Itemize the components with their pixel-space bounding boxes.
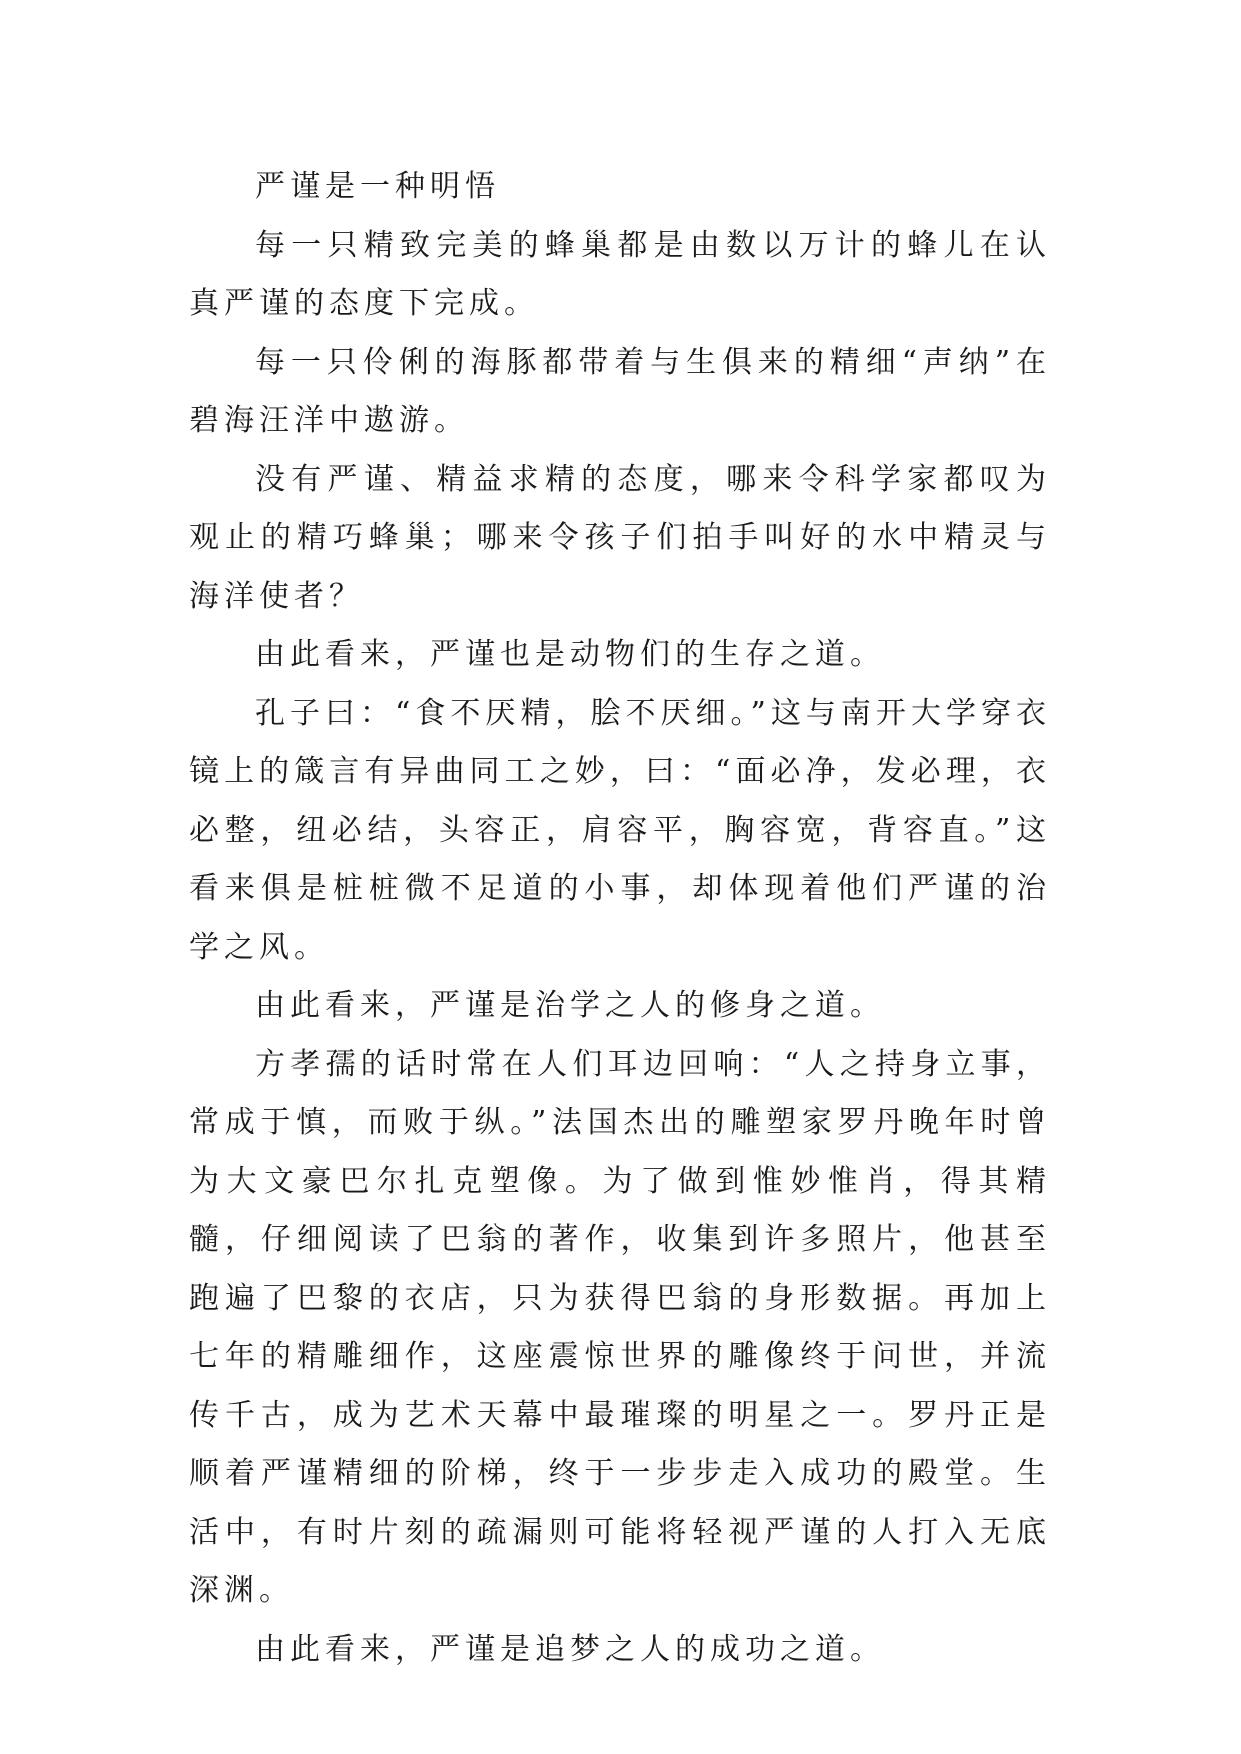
paragraph-rodin: 方孝孺的话时常在人们耳边回响：“人之持身立事，常成于慎，而败于纵。”法国杰出的雕塑家罗丹晚年时曾为大文豪巴尔扎克塑像。为了做到惟妙惟肖，得其精髓，仔细阅读了巴翁的著作，收集到许多照片，他甚至跑遍了巴黎的衣店，只为获得巴翁的身形数据。再加上七年的精雕细作，这座震惊世界的雕像终于问世，并流传千古，成为艺术天幕中最璀璨的明星之一。罗丹正是顺着严谨精细的阶梯，终于一步步走入成功的殿堂。生活中，有时片刻的疏漏则可能将轻视严谨的人打入无底深渊。	[189, 1046, 1051, 1608]
paragraph-dolphin: 每一只伶俐的海豚都带着与生俱来的精细“声纳”在碧海汪洋中遨游。	[189, 344, 1051, 438]
paragraph-scholar-conclusion: 由此看来，严谨是治学之人的修身之道。	[255, 988, 885, 1023]
document-title: 严谨是一种明悟	[255, 169, 500, 204]
paragraph-honeycomb: 每一只精致完美的蜂巢都是由数以万计的蜂儿在认真严谨的态度下完成。	[189, 227, 1051, 321]
document-body	[189, 158, 1051, 1679]
paragraph-without-rigor: 没有严谨、精益求精的态度，哪来令科学家都叹为观止的精巧蜂巢；哪来令孩子们拍手叫好的水中精灵与海洋使者？	[189, 461, 1051, 614]
paragraph-confucius: 孔子曰：“食不厌精，脍不厌细。”这与南开大学穿衣镜上的箴言有异曲同工之妙，曰：“面必净，发必理，衣必整，纽必结，头容正，肩容平，胸容宽，背容直。”这看来俱是桩桩微不足道的小事，却体现着他们严谨的治学之风。	[189, 695, 1051, 965]
paragraph-success-conclusion: 由此看来，严谨是追梦之人的成功之道。	[255, 1631, 885, 1667]
paragraph-survival-conclusion: 由此看来，严谨也是动物们的生存之道。	[255, 637, 885, 672]
